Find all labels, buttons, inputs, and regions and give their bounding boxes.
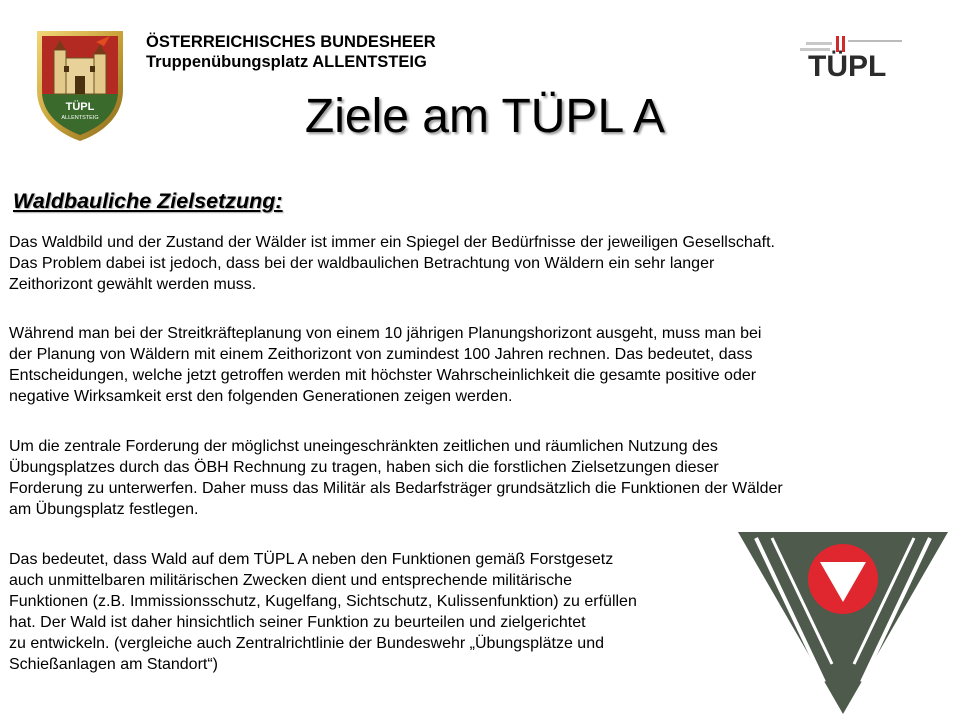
paragraph-3: Um die zentrale Forderung der möglichst uneingeschränkten zeitlichen und räumlichen Nutzung des Übungsplatzes durch das ÖBH Rechnung zu tragen, haben sich die forstlichen Zielsetzungen dieser Forderung zu unterwerfen. Daher muss das Militär als Bedarfsträger grundsätzlich die Funktionen der Wälder am Übungsplatz festlegen. xyxy=(9,438,783,518)
org-line-2: Truppenübungsplatz ALLENTSTEIG xyxy=(146,53,427,71)
paragraph-1: Das Waldbild und der Zustand der Wälder ist immer ein Spiegel der Bedürfnisse der jeweiligen Gesellschaft. Das Problem dabei ist jedoch, dass bei der waldbaulichen Betrachtung von Wäldern ein sehr langer Zeithorizont gewählt werden muss. xyxy=(9,234,775,293)
paragraph-4: Das bedeutet, dass Wald auf dem TÜPL A neben den Funktionen gemäß Forstgesetz auch unmittelbaren militärischen Zwecken dient und entsprechende militärische Funktionen (z.B. Immissionsschutz, Kugelfang, Sichtschutz, Kulissenfunktion) zu erfüllen hat. Der Wald ist daher hinsichtlich seiner Funktion zu beurteilen und zielgerichtet zu entwickeln. (vergleiche auch Zentralrichtlinie der Bundeswehr „Übungsplätze und Schießanlagen am Standort“) xyxy=(9,551,637,673)
org-line-1: ÖSTERREICHISCHES BUNDESHEER xyxy=(146,33,436,51)
section-heading: Waldbauliche Zielsetzung: xyxy=(13,189,283,213)
page-title: Ziele am TÜPL A xyxy=(304,90,666,143)
tuepl-brand-logo xyxy=(800,32,912,82)
organization-header xyxy=(146,32,436,72)
brand-logo-text: TÜPL xyxy=(808,50,887,82)
paragraph-2: Während man bei der Streitkräfteplanung von einem 10 jährigen Planungshorizont ausgeht, muss man bei der Planung von Wäldern mit einem Zeithorizont von zumindest 100 Jahren rechnen. Das bedeutet, dass Entscheidungen, welche jetzt getroffen werden mit höchster Wahrscheinlichkeit die gesamte positive oder negative Wirksamkeit erst den folgenden Generationen zeigen werden. xyxy=(9,325,762,405)
crest-sub: ALLENTSTEIG xyxy=(61,115,99,121)
bundesheer-emblem-icon xyxy=(738,532,948,714)
crest-label: TÜPL xyxy=(65,101,95,113)
